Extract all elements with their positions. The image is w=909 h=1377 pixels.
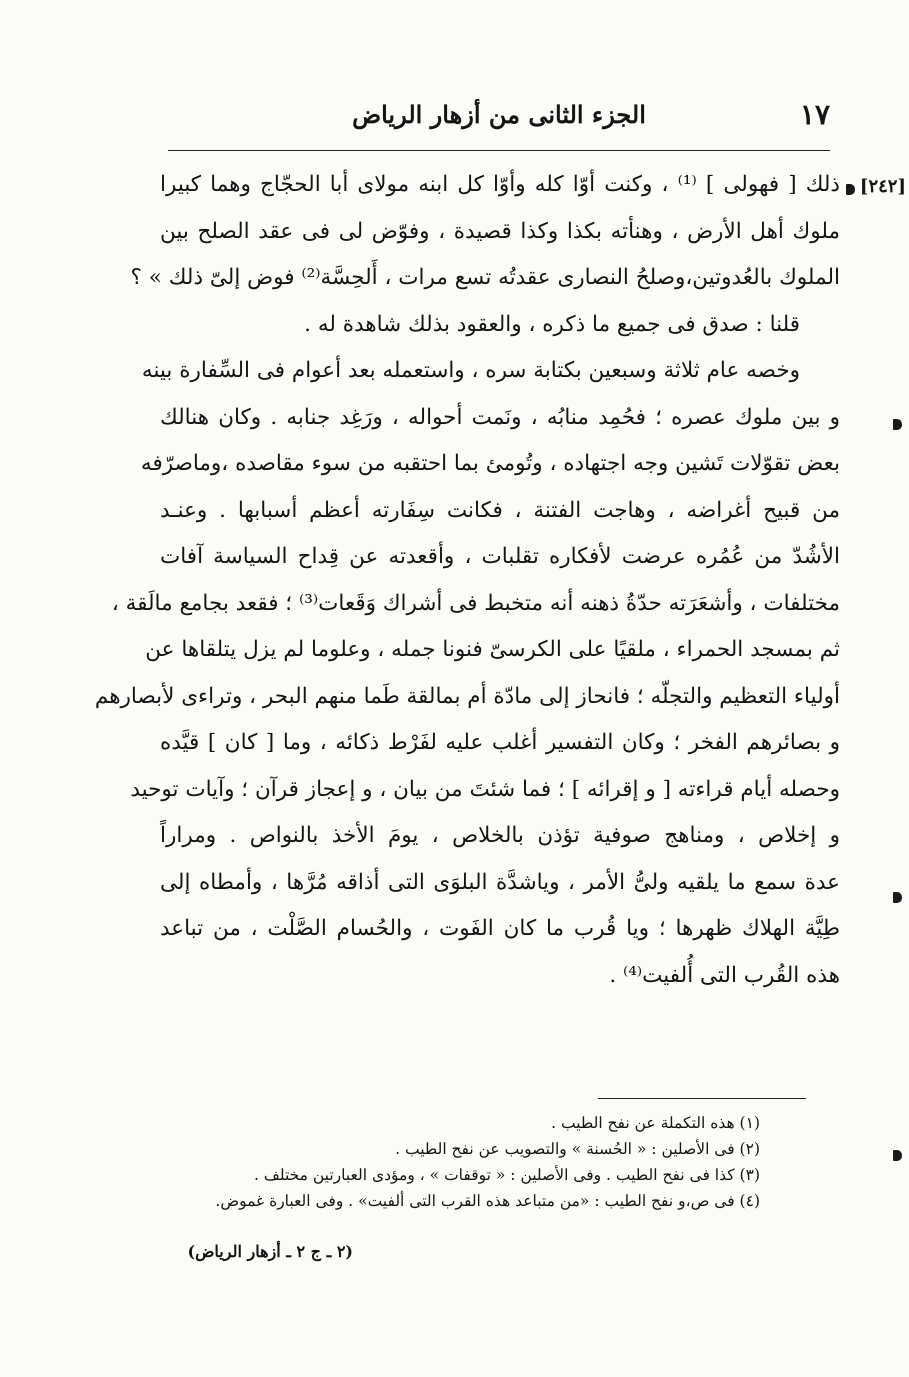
- text-line: و إخلاص ، ومناهج صوفية تؤذن بالخلاص ، يومَ الأخذ بالنواص . ومراراً: [160, 823, 840, 848]
- page-number: ١٧: [799, 98, 830, 131]
- header-rule: [168, 150, 830, 151]
- text-line: بعض تقوّلات تَشين وجه اجتهاده ، وتُومئ بما احتقبه من سوء مقاصده ،وماصرّفه: [140, 451, 840, 476]
- text-line: طِيَّة الهلاك ظهرها ؛ ويا قُرب ما كان الفَوت ، والحُسام الصَّلْت ، من تباعد: [160, 916, 840, 941]
- footnote: (٤) فى ص،و نفح الطيب : «من متباعد هذه القرب التى ألفيت» . وفى العبارة غموض.: [215, 1192, 760, 1210]
- text-line: مختلفات ، وأشعَرَته حدّةُ ذهنه أنه متخبط فى أشراك وَقَعات⁽³⁾ ؛ فقعد بجامع مالَقة ،: [111, 590, 840, 616]
- main-text: [94, 162, 840, 999]
- text-line: قلنا : صدق فى جميع ما ذكره ، والعقود بذلك شاهدة له .: [304, 311, 800, 337]
- margin-bullet-mark: [893, 419, 902, 430]
- margin-bullet-mark: [893, 1150, 902, 1161]
- margin-bullet-mark: [846, 184, 855, 195]
- text-line: من قبيح أغراضه ، وهاجت الفتنة ، فكانت سِفَارته أعظم أسبابها . وعنـد: [160, 497, 840, 523]
- page-header: [168, 92, 830, 142]
- text-line: وخصه عام ثلاثة وسبعين بكتابة سره ، واستعمله بعد أعوام فى السِّفارة بينه: [141, 358, 800, 383]
- footnote: (٣) كذا فى نفح الطيب . وفى الأصلين : « توقفات » ، ومؤدى العبارتين مختلف .: [253, 1166, 760, 1184]
- margin-bullet-mark: [893, 892, 902, 903]
- text-line: وحصله أيام قراءته [ و إقرائه ] ؛ فما شئتَ من بيان ، و إعجاز قرآن ؛ وآيات توحيد: [130, 776, 840, 802]
- text-line: ملوك أهل الأرض ، وهنأته بكذا وكذا قصيدة ، وفوّض لى فى عقد الصلح بين: [160, 218, 840, 244]
- printer-signature: (٢ ـ ج ٢ ـ أزهار الرياض): [187, 1242, 353, 1261]
- text-line: ثم بمسجد الحمراء ، ملقيًا على الكرسىّ فنونا جمله ، وعلوما لم يزل يتلقاها عن: [145, 637, 840, 662]
- text-line: الملوك بالعُدوتين،وصلحُ النصارى عقدتُه تسع مرات ، أَلحِسَّة⁽²⁾ فوض إلىّ ذلك » ؟: [130, 265, 840, 290]
- footnotes: [150, 1110, 760, 1214]
- margin-reference: [٢٤٢]: [859, 176, 906, 197]
- footnote-rule: [598, 1098, 806, 1099]
- text-line: أولياء التعظيم والتجلّه ؛ فانحاز إلى مادّة أم بمالقة طَما منهم البحر ، وتراءى لأبصارهم: [94, 683, 840, 709]
- footnote: (١) هذه التكملة عن نفح الطيب .: [551, 1114, 760, 1132]
- text-line: الأشُدّ من عُمُره عرضت لأفكاره تقلبات ، وأقعدته عن قِداح السياسة آفات: [160, 544, 840, 569]
- text-line: و بصائرهم الفخر ؛ وكان التفسير أغلب عليه لفَرْط ذكائه ، وما [ كان ] قيَّده: [160, 730, 840, 755]
- text-line: عدة سمع ما يلقيه ولىُّ الأمر ، وياشدَّة البلوَى التى أذاقه مُرَّها ، وأمطاه إلى: [160, 869, 840, 895]
- text-line: ذلك [ فهولى ] ⁽¹⁾ ، وكنت أوّا كله وأوّا كل ابنه مولاى أبا الحجّاج وهما كبيرا: [160, 172, 840, 197]
- footnote: (٢) فى الأصلين : « الحُسنة » والتصويب عن نفح الطيب .: [395, 1140, 760, 1158]
- text-line: هذه القُرب التى أُلفيت⁽⁴⁾ .: [609, 962, 840, 988]
- text-line: و بين ملوك عصره ؛ فحُمِد منابُه ، ونَمت أحواله ، ورَغِد جنابه . وكان هنالك: [160, 404, 840, 430]
- running-title: الجزء الثانى من أزهار الرياض: [352, 100, 646, 129]
